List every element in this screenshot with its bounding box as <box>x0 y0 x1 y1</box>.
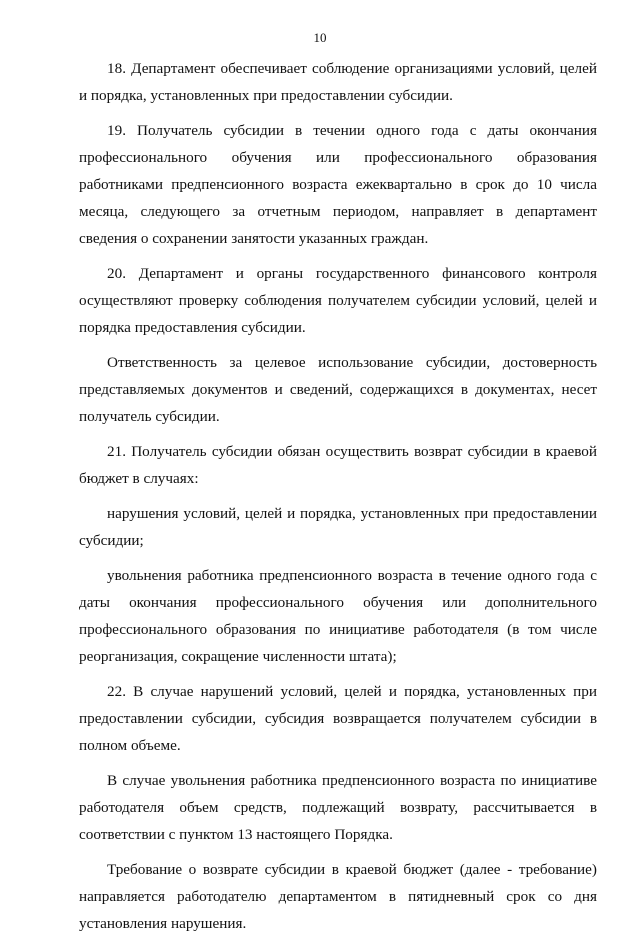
paragraph-dismissal-refund: В случае увольнения работника предпенсионного возраста по инициативе работодателя объем средств, подлежащий возврату, рассчитывается в соответствии с пунктом 13 настоящего Порядка. <box>79 772 597 843</box>
paragraph-20: 20. Департамент и органы государственного финансового контроля осуществляют проверку соблюдения получателем субсидии условий, целей и порядка предоставления субсидии. <box>79 265 597 336</box>
paragraph-21: 21. Получатель субсидии обязан осуществить возврат субсидии в краевой бюджет в случаях: <box>79 443 597 487</box>
document-body <box>79 55 597 945</box>
paragraph-22: 22. В случае нарушений условий, целей и порядка, установленных при предоставлении субсидии, субсидия возвращается получателем субсидии в полном объеме. <box>79 683 597 754</box>
page-number: 10 <box>313 30 327 45</box>
paragraph-19: 19. Получатель субсидии в течении одного года с даты окончания профессионального обучения или профессионального образования работниками предпенсионного возраста ежеквартально в срок до 10 числа месяца, следующего за отчетным периодом, направляет в департамент сведения о сохранении занятости указанных граждан. <box>79 122 597 247</box>
paragraph-responsibility: Ответственность за целевое использование субсидии, достоверность представляемых документов и сведений, содержащихся в документах, несет получатель субсидии. <box>79 354 597 425</box>
paragraph-18: 18. Департамент обеспечивает соблюдение организациями условий, целей и порядка, установленных при предоставлении субсидии. <box>79 60 597 104</box>
paragraph-21-case-dismissal: увольнения работника предпенсионного возраста в течение одного года с даты окончания профессионального обучения или дополнительного профессионального образования по инициативе работодателя (в том числе реорганизация, сокращение численности штата); <box>79 567 597 665</box>
paragraph-refund-requirement: Требование о возврате субсидии в краевой бюджет (далее - требование) направляется работодателю департаментом в пятидневный срок со дня установления нарушения. <box>79 861 597 932</box>
paragraph-21-case-violation: нарушения условий, целей и порядка, установленных при предоставлении субсидии; <box>79 505 597 549</box>
